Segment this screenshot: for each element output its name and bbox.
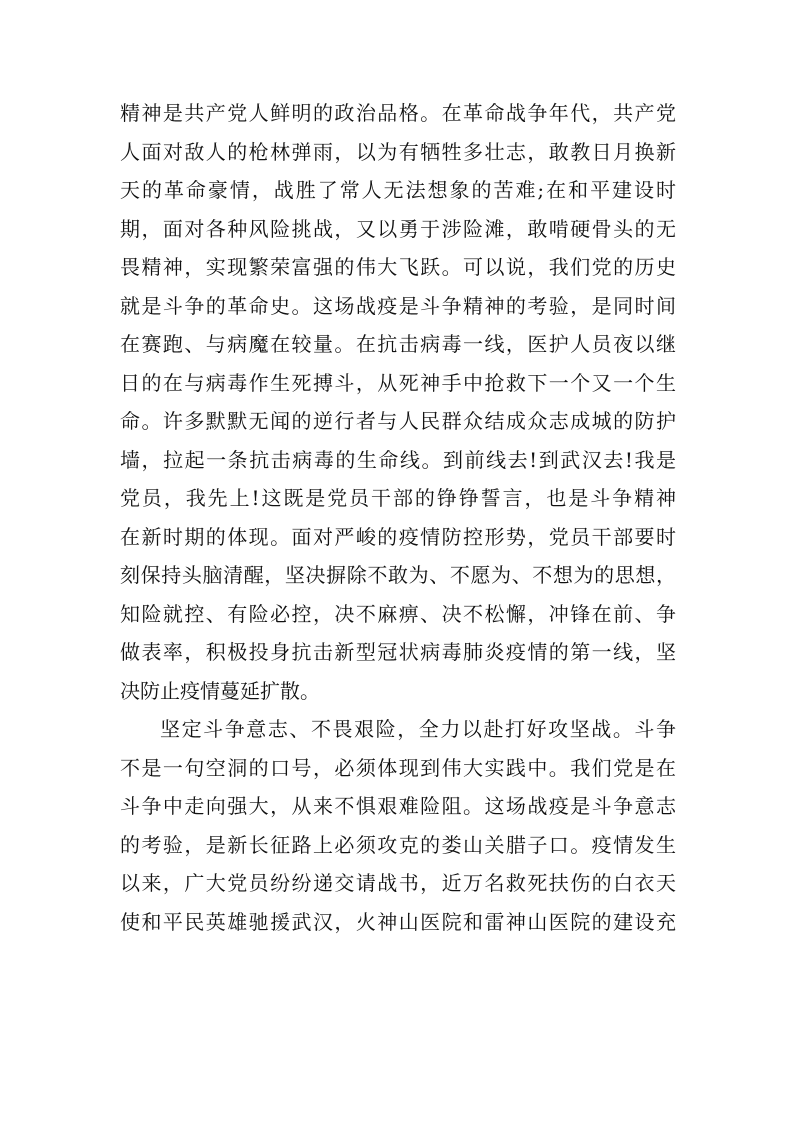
text-line: 党员，我先上!这既是党员干部的铮铮誓言，也是斗争精神 <box>120 486 676 510</box>
text-line: 人面对敌人的枪林弹雨，以为有牺牲多壮志，敢教日月换新 <box>120 139 676 164</box>
paragraph-2 <box>120 710 676 941</box>
text-line: 期，面对各种风险挑战，又以勇于涉险滩，敢啃硬骨头的无 <box>120 216 676 241</box>
text-line: 在新时期的体现。面对严峻的疫情防控形势，党员干部要时 <box>120 524 676 549</box>
text-line: 不是一句空洞的口号，必须体现到伟大实践中。我们党是在 <box>120 755 676 780</box>
text-line: 畏精神，实现繁荣富强的伟大飞跃。可以说，我们党的历史 <box>120 255 676 279</box>
text-line: 刻保持头脑清醒，坚决摒除不敢为、不愿为、不想为的思想， <box>120 563 676 587</box>
text-line: 天的革命豪情，战胜了常人无法想象的苦难;在和平建设时 <box>120 178 676 202</box>
text-line: 日的在与病毒作生死搏斗，从死神手中抢救下一个又一个生 <box>120 370 676 395</box>
text-line: 的考验，是新长征路上必须攻克的娄山关腊子口。疫情发生 <box>120 832 676 857</box>
text-line: 知险就控、有险必控，决不麻痹、决不松懈，冲锋在前、争 <box>120 601 676 626</box>
text-line: 使和平民英雄驰援武汉，火神山医院和雷神山医院的建设充 <box>120 909 676 934</box>
text-line: 墙，拉起一条抗击病毒的生命线。到前线去!到武汉去!我是 <box>120 447 676 472</box>
document-body <box>120 94 676 941</box>
text-line: 做表率，积极投身抗击新型冠状病毒肺炎疫情的第一线，坚 <box>120 640 676 664</box>
text-line: 精神是共产党人鲜明的政治品格。在革命战争年代，共产党 <box>120 101 676 125</box>
text-line: 坚定斗争意志、不畏艰险，全力以赴打好攻坚战。斗争 <box>160 717 676 741</box>
text-line: 以来，广大党员纷纷递交请战书，近万名救死扶伤的白衣天 <box>120 871 676 895</box>
text-line: 在赛跑、与病魔在较量。在抗击病毒一线，医护人员夜以继 <box>120 332 676 356</box>
text-line: 决防止疫情蔓延扩散。 <box>120 678 320 703</box>
paragraph-1 <box>120 94 676 710</box>
text-line: 就是斗争的革命史。这场战疫是斗争精神的考验，是同时间 <box>120 293 676 318</box>
text-line: 命。许多默默无闻的逆行者与人民群众结成众志成城的防护 <box>120 409 676 433</box>
text-line: 斗争中走向强大，从来不惧艰难险阻。这场战疫是斗争意志 <box>120 794 676 818</box>
